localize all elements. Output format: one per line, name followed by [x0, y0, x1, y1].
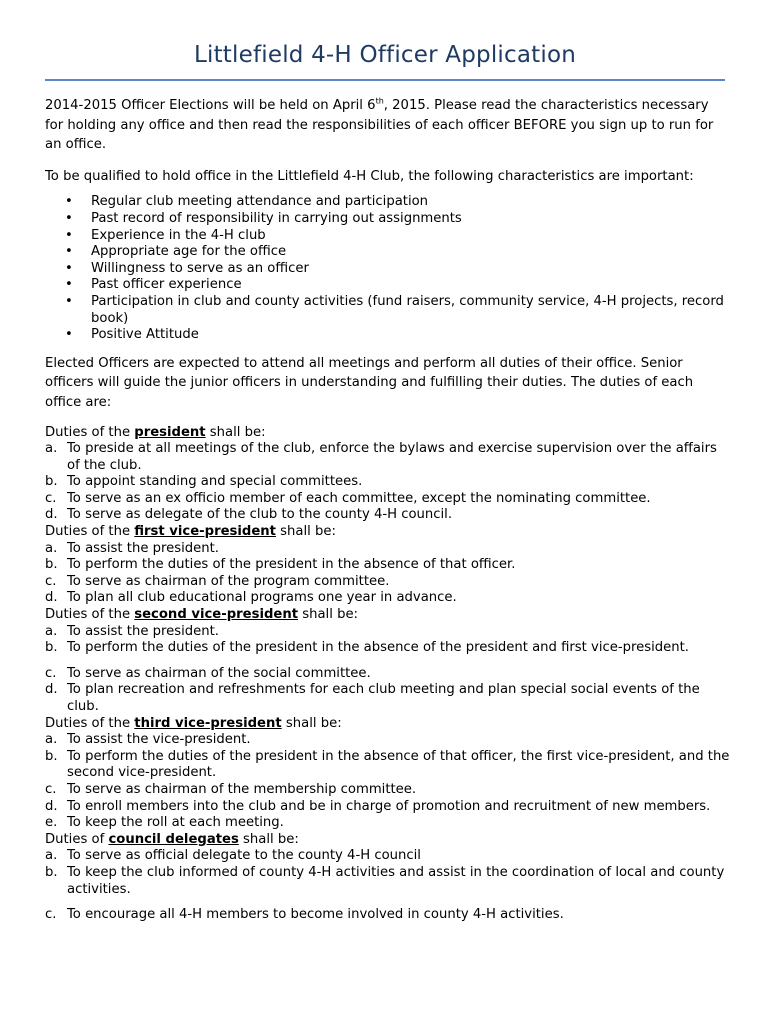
intro-text-cont: , 2015. Please read the characteristics necessary for holding any office and then read the responsibilities of each officer BEFORE you sign up to run for an office.: [45, 98, 714, 153]
duties-second-vice-president: [45, 607, 730, 716]
role-name: first vice-president: [134, 524, 276, 540]
document-body: [45, 96, 730, 924]
bullet-icon: •: [65, 293, 73, 309]
duties-list: [45, 732, 730, 832]
list-item: a. To serve as official delegate to the county 4-H council: [45, 848, 421, 864]
list-item: a. To assist the president.: [45, 623, 219, 639]
list-item: d. To enroll members into the club and be in charge of promotion and recruitment of new members.: [45, 798, 711, 814]
bullet-icon: •: [65, 327, 73, 343]
list-item: e. To keep the roll at each meeting.: [45, 815, 284, 831]
section-heading: Duties of council delegates shall be:: [45, 831, 299, 847]
duties-third-vice-president: [45, 716, 730, 832]
list-item: a. To assist the president.: [45, 540, 219, 556]
bullet-icon: •: [65, 244, 73, 260]
section-heading: Duties of the first vice-president shall be:: [45, 524, 336, 540]
list-item: c. To serve as an ex officio member of each committee, except the nominating committee.: [45, 490, 651, 506]
section-heading: Duties of the third vice-president shall be:: [45, 715, 342, 731]
list-item: • Willingness to serve as an officer: [65, 260, 309, 276]
duties-council-delegates: [45, 832, 730, 924]
duties-list: [45, 848, 730, 923]
list-item: d. To serve as delegate of the club to the county 4-H council.: [45, 507, 453, 523]
list-item: d. To plan recreation and refreshments for each club meeting and plan special social events of the club.: [45, 682, 700, 714]
duties-president: [45, 425, 730, 525]
list-item: • Participation in club and county activities (fund raisers, community service, 4-H projects, record book): [65, 293, 724, 326]
duties-first-vice-president: [45, 524, 730, 607]
intro-paragraph: [45, 96, 730, 155]
list-item: c. To serve as chairman of the program committee.: [45, 573, 390, 589]
list-item: c. To encourage all 4-H members to become involved in county 4-H activities.: [45, 907, 564, 923]
list-item: • Positive Attitude: [65, 327, 199, 343]
duties-list: [45, 624, 730, 716]
role-name: third vice-president: [134, 715, 282, 731]
list-item: • Past officer experience: [65, 277, 242, 293]
bullet-icon: •: [65, 260, 73, 276]
list-item: • Regular club meeting attendance and participation: [65, 194, 429, 210]
list-item: c. To serve as chairman of the social committee.: [45, 665, 371, 681]
intro-text: 2014-2015 Officer Elections will be held on April 6: [45, 98, 376, 113]
section-heading: Duties of the second vice-president shall be:: [45, 607, 358, 623]
bullet-icon: •: [65, 227, 73, 243]
list-item: • Past record of responsibility in carrying out assignments: [65, 210, 462, 226]
list-item: b. To perform the duties of the president in the absence of that officer.: [45, 557, 516, 573]
role-name: president: [134, 424, 206, 440]
list-item: b. To perform the duties of the president in the absence of that officer, the first vice-president, and the second vice-president.: [45, 748, 730, 781]
section-heading: Duties of the president shall be:: [45, 424, 266, 440]
role-name: council delegates: [108, 831, 239, 847]
role-name: second vice-president: [134, 607, 299, 623]
duties-list: [45, 441, 730, 524]
duties-list: [45, 541, 730, 607]
list-item: d. To plan all club educational programs one year in advance.: [45, 590, 457, 606]
list-item: b. To perform the duties of the president in the absence of the president and first vice-president.: [45, 640, 689, 656]
title-underline: [45, 79, 725, 81]
intro-superscript: th: [375, 96, 384, 106]
qualified-paragraph: To be qualified to hold office in the Littlefield 4-H Club, the following characteristics are important:: [45, 168, 694, 184]
list-item: • Appropriate age for the office: [65, 244, 287, 260]
list-item: • Experience in the 4-H club: [65, 227, 266, 243]
list-item: b. To keep the club informed of county 4-H activities and assist in the coordination of local and county activities.: [45, 864, 725, 897]
bullet-icon: •: [65, 210, 73, 226]
list-item: a. To preside at all meetings of the club, enforce the bylaws and exercise supervision over the affairs of the club.: [45, 441, 717, 473]
bullet-icon: •: [65, 194, 73, 210]
page-title: Littlefield 4-H Officer Application: [193, 42, 577, 68]
list-item: a. To assist the vice-president.: [45, 732, 251, 748]
bullet-icon: •: [65, 277, 73, 293]
characteristics-list: [45, 194, 730, 343]
list-item: c. To serve as chairman of the membership committee.: [45, 781, 417, 797]
elected-paragraph: Elected Officers are expected to attend all meetings and perform all duties of their office. Senior officers will guide the junior officers in understanding and fulfilling their duties. The duties of each office are:: [45, 355, 694, 410]
list-item: b. To appoint standing and special committees.: [45, 474, 363, 490]
